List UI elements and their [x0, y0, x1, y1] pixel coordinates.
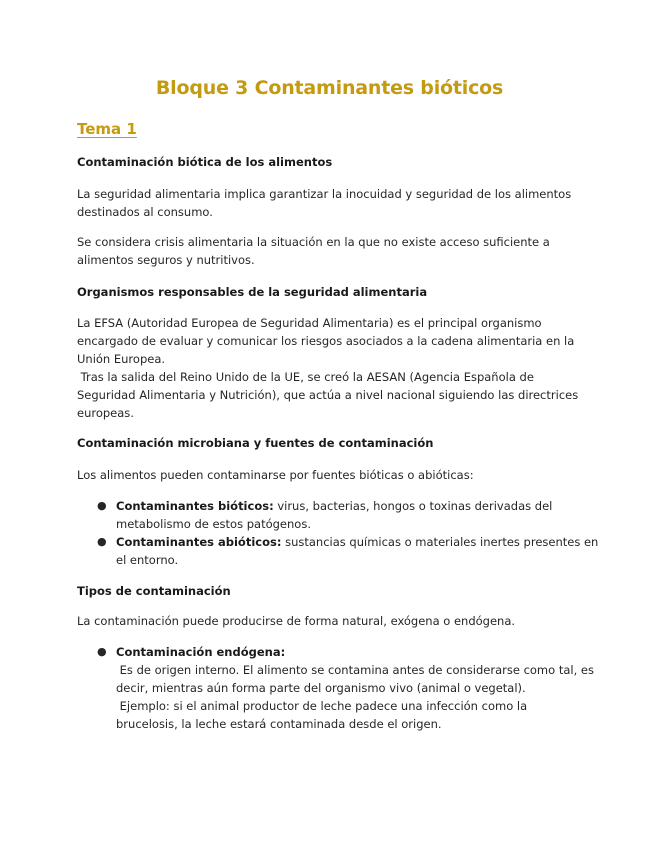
- paragraph-tipos: La contaminación puede producirse de forma natural, exógena o endógena.: [77, 614, 516, 628]
- heading-organismos: Organismos responsables de la seguridad alimentaria: [77, 285, 428, 299]
- heading-contaminacion-biotica: Contaminación biótica de los alimentos: [77, 155, 333, 169]
- paragraph-fuentes: Los alimentos pueden contaminarse por fuentes bióticas o abióticas:: [77, 468, 474, 482]
- bullet-icon: ●: [97, 535, 107, 548]
- paragraph-efsa: La EFSA (Autoridad Europea de Seguridad Alimentaria) es el principal organismo encargado de evaluar y comunicar los riesgos asociados a la cadena alimentaria en la Unión Europea. Tras la salida del Reino Unido de la UE, se creó la AESAN (Agencia Española de Seguridad Alimentaria y Nutrición), que actúa a nivel nacional siguiendo las directrices europeas.: [77, 316, 579, 420]
- heading-tipos: Tipos de contaminación: [77, 584, 231, 598]
- paragraph-crisis: Se considera crisis alimentaria la situación en la que no existe acceso suficiente a alimentos seguros y nutritivos.: [77, 235, 550, 267]
- bullet-icon: ●: [97, 499, 107, 512]
- document-title: Bloque 3 Contaminantes bióticos: [155, 77, 504, 99]
- paragraph-seguridad: La seguridad alimentaria implica garantizar la inocuidad y seguridad de los alimentos destinados al consumo.: [77, 187, 572, 219]
- bullet-icon: ●: [97, 645, 107, 658]
- section-heading-tema: Tema 1: [77, 120, 137, 138]
- heading-microbiana: Contaminación microbiana y fuentes de contaminación: [77, 436, 434, 450]
